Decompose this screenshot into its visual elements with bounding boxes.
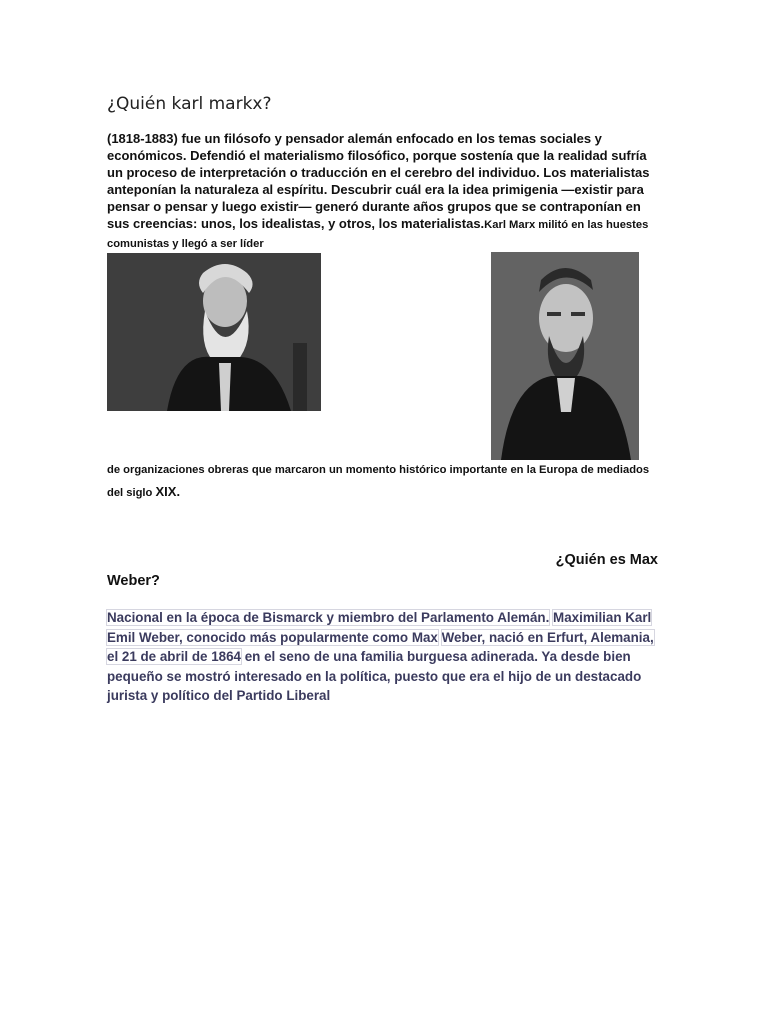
weber-title [107,550,658,592]
marx-continuation-text: de organizaciones obreras que marcaron un momento histórico importante en la Europa de mediados del siglo [107,464,650,499]
weber-paragraph [107,608,663,706]
marx-title: ¿Quién karl markx? [107,94,272,114]
max-weber-photo [491,252,639,460]
marx-paragraph-continuation [107,460,663,504]
karl-marx-photo [107,253,321,411]
marx-continuation-end: XIX. [155,484,181,499]
karl-marx-portrait-image [107,253,321,411]
weber-paragraph-part4: en el seno de una familia burguesa adinerada. Ya desde bien pequeño se mostró interesado en la política, puesto que era el hijo de un destacado jurista y político del Partido Liberal [107,649,642,703]
weber-paragraph-part3: Weber, nació en Erfurt, Alemania, el 21 de abril de 1864 [107,629,654,664]
marx-paragraph-text: (1818-1883) fue un filósofo y pensador alemán enfocado en los temas sociales y económicos. Defendió el materialismo filosófico, porque sostenía que la realidad sufría un proceso de interpretación o traducción en el cerebro del individuo. Los materialistas anteponían la naturaleza al espíritu. Descubrir cuál era la idea primigenia —existir para pensar o pensar y luego existir— generó durante años grupos que se contraponían en sus creencias: unos, los idealistas, y otros, los materialistas. [107,131,650,231]
max-weber-portrait-image [491,252,639,460]
weber-title-line1: ¿Quién es Max [555,552,658,568]
weber-paragraph-part2: Maximilian Karl Emil Weber, conocido más popularmente como Max [107,610,652,645]
weber-title-line2: Weber? [107,573,160,589]
marx-paragraph-tail: Karl Marx militó en las huestes comunistas y llegó a ser líder [107,219,649,250]
marx-paragraph [107,130,663,253]
weber-paragraph-part1: Nacional en la época de Bismarck y miembro del Parlamento Alemán. [107,610,550,625]
